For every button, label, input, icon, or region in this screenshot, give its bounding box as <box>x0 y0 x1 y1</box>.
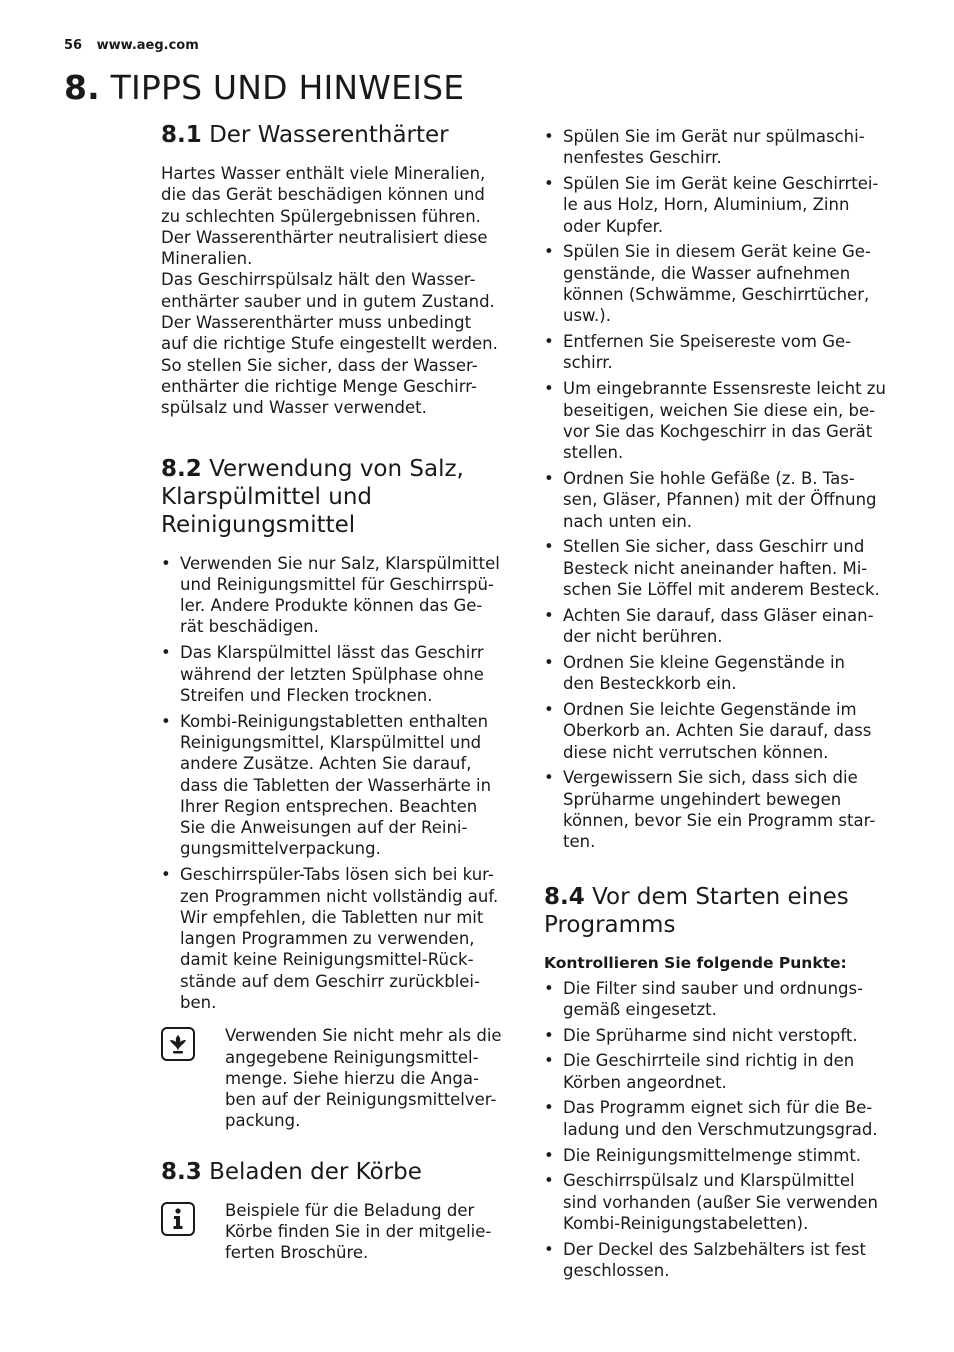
right-column <box>544 126 896 1307</box>
list-item <box>161 642 513 706</box>
list-item <box>544 173 896 237</box>
text-line: vor Sie das Kochgeschirr in das Gerät <box>563 421 873 441</box>
text-line: Um eingebrannte Essensreste leicht zu <box>563 379 886 399</box>
section-8-1-text <box>161 163 513 419</box>
text-line: Kombi-Reinigungstabletten enthalten <box>180 711 489 731</box>
chapter-title-text: TIPPS UND HINWEISE <box>110 68 465 107</box>
text-line: zu schlechten Spülergebnissen führen. <box>161 206 481 226</box>
text-line: Das Geschirrspülsalz hält den Wasser- <box>161 270 476 290</box>
section-title-line: Programms <box>544 911 676 938</box>
text-line: Verwenden Sie nicht mehr als die <box>225 1026 502 1046</box>
list-item <box>544 978 896 1021</box>
bullet: • <box>544 1145 554 1165</box>
text-line: der nicht berühren. <box>563 627 723 647</box>
list-item <box>544 536 896 600</box>
text-line: ben. <box>180 993 217 1012</box>
bullet: • <box>161 711 171 731</box>
text-line: gungsmittelverpackung. <box>180 839 381 859</box>
section-number: 8.1 <box>161 122 202 148</box>
section-title-line: Verwendung von Salz, <box>209 455 464 482</box>
text-line: Mineralien. <box>161 249 253 269</box>
text-line: Geschirrspülsalz und Klarspülmittel <box>563 1171 855 1191</box>
text-line: genstände, die Wasser aufnehmen <box>563 263 851 283</box>
text-line: geschlossen. <box>563 1261 670 1281</box>
text-line: Achten Sie darauf, dass Gläser einan- <box>563 605 874 625</box>
text-line: Geschirrspüler-Tabs lösen sich bei kur- <box>180 865 494 885</box>
list-item <box>544 468 896 532</box>
list-item <box>544 1050 896 1093</box>
text-line: rät beschädigen. <box>180 617 319 637</box>
text-line: Körbe finden Sie in der mitgelie- <box>225 1222 492 1242</box>
text-line: Ordnen Sie leichte Gegenstände im <box>563 699 857 719</box>
section-number: 8.4 <box>544 883 585 910</box>
section-number: 8.2 <box>161 455 202 482</box>
bullet: • <box>544 1051 554 1071</box>
list-item <box>544 605 896 648</box>
text-line: Ordnen Sie hohle Gefäße (z. B. Tas- <box>563 468 855 488</box>
text-line: ladung und den Verschmutzungsgrad. <box>563 1119 878 1139</box>
text-line: Spülen Sie in diesem Gerät keine Ge- <box>563 242 871 262</box>
bullet: • <box>544 332 554 352</box>
text-line: Entfernen Sie Speisereste vom Ge- <box>563 332 852 352</box>
bullet: • <box>544 468 554 488</box>
list-item <box>544 1097 896 1140</box>
bullet: • <box>161 643 171 663</box>
list-item <box>544 241 896 326</box>
section-8-1 <box>161 121 513 419</box>
bullet: • <box>544 652 554 672</box>
text-line: Stellen Sie sicher, dass Geschirr und <box>563 537 865 557</box>
text-line: den Besteckkorb ein. <box>563 674 737 694</box>
environment-note-text <box>225 1025 513 1131</box>
chapter-title <box>64 66 464 110</box>
leaf-environment-icon <box>161 1027 195 1061</box>
text-line: Verwenden Sie nur Salz, Klarspülmittel <box>180 553 500 573</box>
bullet: • <box>544 537 554 557</box>
text-line: So stellen Sie sicher, dass der Wasser- <box>161 355 478 375</box>
text-line: diese nicht verrutschen können. <box>563 742 829 762</box>
text-line: andere Zusätze. Achten Sie darauf, <box>180 754 472 774</box>
text-line: angegebene Reinigungsmittel- <box>225 1047 479 1067</box>
text-line: Sprüharme ungehindert bewegen <box>563 789 842 809</box>
text-line: Ihrer Region entsprechen. Beachten <box>180 796 478 816</box>
text-line: Spülen Sie im Gerät keine Geschirrtei- <box>563 174 879 194</box>
text-line: schen Sie Löffel mit anderem Besteck. <box>563 579 880 599</box>
bullet: • <box>544 242 554 262</box>
text-line: können (Schwämme, Geschirrtücher, <box>563 285 870 305</box>
bullet: • <box>544 768 554 788</box>
text-line: Reinigungsmittel, Klarspülmittel und <box>180 732 482 752</box>
text-line: menge. Siehe hierzu die Anga- <box>225 1068 479 1088</box>
text-line: Der Deckel des Salzbehälters ist fest <box>563 1239 867 1259</box>
list-item <box>544 699 896 763</box>
bullet: • <box>544 1025 554 1045</box>
section-title-line: Vor dem Starten eines <box>592 883 849 910</box>
bullet: • <box>544 978 554 998</box>
list-item <box>544 378 896 463</box>
text-line: Der Wasserenthärter neutralisiert diese <box>161 227 488 247</box>
bullet: • <box>544 605 554 625</box>
bullet: • <box>544 1239 554 1259</box>
text-line: usw.). <box>563 306 611 326</box>
text-line: Ordnen Sie kleine Gegenstände in <box>563 652 846 672</box>
text-line: Streifen und Flecken trocknen. <box>180 685 433 705</box>
info-icon <box>161 1202 195 1236</box>
section-8-2-heading <box>161 455 513 539</box>
text-line: enthärter sauber und in gutem Zustand. <box>161 291 495 311</box>
bullet: • <box>544 127 554 146</box>
text-line: Das Programm eignet sich für die Be- <box>563 1098 873 1118</box>
bullet: • <box>544 379 554 399</box>
text-line: Das Klarspülmittel lässt das Geschirr <box>180 643 484 663</box>
text-line: ben auf der Reinigungsmittelver- <box>225 1090 497 1110</box>
text-line: während der letzten Spülphase ohne <box>180 664 484 684</box>
list-item <box>544 767 896 852</box>
text-line: beseitigen, weichen Sie diese ein, be- <box>563 400 876 420</box>
bullet: • <box>544 1098 554 1118</box>
checklist-subheading: Kontrollieren Sie folgende Punkte: <box>544 953 847 972</box>
text-line: oder Kupfer. <box>563 216 664 236</box>
info-note-text <box>225 1200 513 1264</box>
text-line: die das Gerät beschädigen können und <box>161 185 485 205</box>
section-8-3 <box>161 1158 513 1264</box>
list-item <box>544 1145 896 1166</box>
text-line: zen Programmen nicht vollständig auf. <box>180 886 499 906</box>
text-line: ler. Andere Produkte können das Ge- <box>180 596 483 616</box>
environment-note <box>161 1025 513 1131</box>
text-line: Die Sprüharme sind nicht verstopft. <box>563 1025 858 1045</box>
checklist <box>544 978 896 1282</box>
section-8-2 <box>161 455 513 1132</box>
section-8-1-heading <box>161 121 513 149</box>
text-line: ten. <box>563 832 596 852</box>
text-line: Die Reinigungsmittelmenge stimmt. <box>563 1145 862 1165</box>
text-line: enthärter die richtige Menge Geschirr- <box>161 376 477 396</box>
text-line: schirr. <box>563 353 613 373</box>
text-line: können, bevor Sie ein Programm star- <box>563 810 876 830</box>
text-line: auf die richtige Stufe eingestellt werden. <box>161 334 498 354</box>
page-number: 56 <box>64 38 83 53</box>
text-line: Sie die Anweisungen auf der Reini- <box>180 818 468 838</box>
text-line: Der Wasserenthärter muss unbedingt <box>161 313 472 333</box>
header-url: www.aeg.com <box>96 38 199 53</box>
section-number: 8.3 <box>161 1158 202 1185</box>
text-line: nenfestes Geschirr. <box>563 148 722 168</box>
text-line: sind vorhanden (außer Sie verwenden <box>563 1192 878 1212</box>
section-8-4-heading <box>544 883 896 939</box>
text-line: dass die Tabletten der Wasserhärte in <box>180 775 492 795</box>
list-item <box>544 1025 896 1046</box>
text-line: gemäß eingesetzt. <box>563 999 717 1019</box>
left-column <box>161 121 513 1290</box>
text-line: langen Programmen zu verwenden, <box>180 929 475 949</box>
info-note <box>161 1200 513 1264</box>
list-item <box>161 553 513 638</box>
text-line: sen, Gläser, Pfannen) mit der Öffnung <box>563 490 877 510</box>
list-item <box>161 864 513 1013</box>
bullet: • <box>161 865 171 885</box>
bullet: • <box>544 699 554 719</box>
text-line: nach unten ein. <box>563 511 693 531</box>
text-line: und Reinigungsmittel für Geschirrspü- <box>180 574 494 594</box>
bullet: • <box>161 553 171 573</box>
text-line: Vergewissern Sie sich, dass sich die <box>563 768 858 788</box>
text-line: Die Geschirrteile sind richtig in den <box>563 1051 855 1071</box>
list-item <box>544 1170 896 1234</box>
section-title-line: Reinigungsmittel <box>161 511 356 538</box>
list-item <box>544 1239 896 1282</box>
text-line: le aus Holz, Horn, Aluminium, Zinn <box>563 195 850 215</box>
section-8-4 <box>544 883 896 1282</box>
text-line: damit keine Reinigungsmittel-Rück- <box>180 950 474 970</box>
list-item <box>544 331 896 374</box>
text-line: spülsalz und Wasser verwendet. <box>161 398 427 418</box>
section-8-3-heading <box>161 1158 513 1186</box>
page-header <box>64 38 199 53</box>
section-8-2-list <box>161 553 513 1014</box>
text-line: Kombi-Reinigungstabeletten). <box>563 1213 809 1233</box>
section-title: Beladen der Körbe <box>209 1158 422 1185</box>
text-line: packung. <box>225 1111 301 1131</box>
section-title: Der Wasserenthärter <box>209 122 449 148</box>
list-item <box>161 711 513 860</box>
text-line: Körben angeordnet. <box>563 1072 727 1092</box>
text-line: Spülen Sie im Gerät nur spülmaschi- <box>563 127 865 146</box>
bullet: • <box>544 1171 554 1191</box>
text-line: stände auf dem Geschirr zurückblei- <box>180 971 480 991</box>
text-line: ferten Broschüre. <box>225 1243 369 1263</box>
bullet: • <box>544 174 554 194</box>
list-item <box>544 126 896 169</box>
chapter-number: 8. <box>64 68 100 107</box>
text-line: Oberkorb an. Achten Sie darauf, dass <box>563 721 872 741</box>
section-title-line: Klarspülmittel und <box>161 483 373 510</box>
text-line: Beispiele für die Beladung der <box>225 1200 475 1220</box>
text-line: Die Filter sind sauber und ordnungs- <box>563 978 864 998</box>
text-line: stellen. <box>563 443 624 463</box>
text-line: Besteck nicht aneinander haften. Mi- <box>563 558 868 578</box>
text-line: Wir empfehlen, die Tabletten nur mit <box>180 907 484 927</box>
text-line: Hartes Wasser enthält viele Mineralien, <box>161 164 486 183</box>
loading-list <box>544 126 896 853</box>
list-item <box>544 652 896 695</box>
